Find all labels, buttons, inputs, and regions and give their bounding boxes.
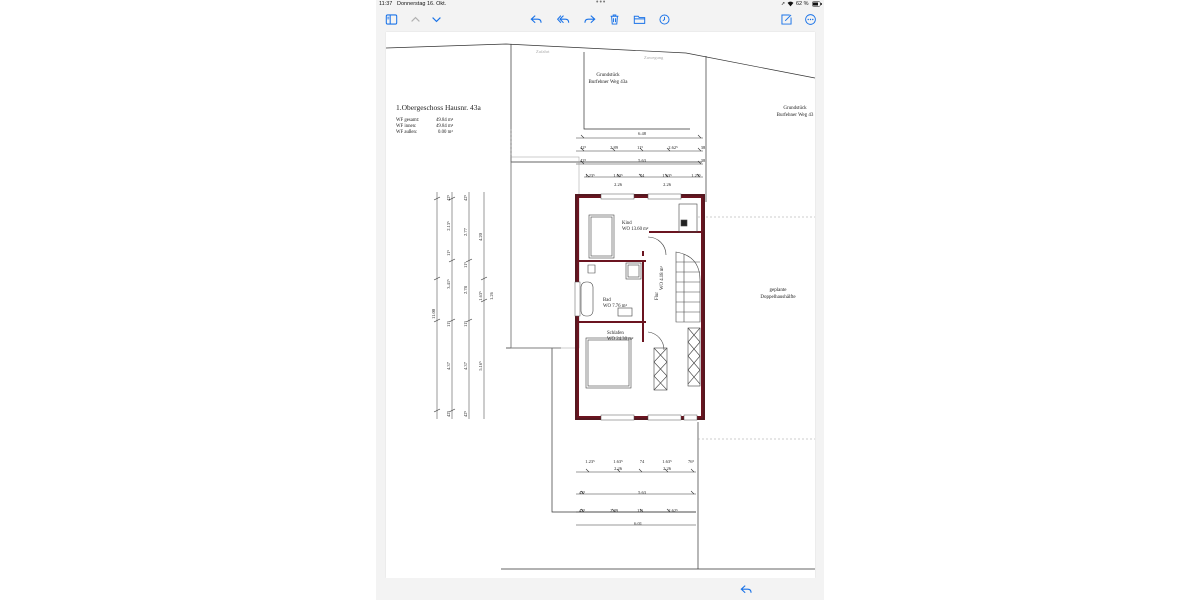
compose-icon[interactable]	[779, 12, 793, 26]
dim-left-c3-1: 42⁵	[463, 194, 468, 202]
dim-bot-r3-2: 2.89	[610, 508, 618, 513]
room-area-schlafen: WO 24.30 m²	[607, 337, 634, 342]
battery-icon	[812, 1, 822, 7]
mail-toolbar	[376, 9, 824, 30]
dim-left-c3-7: 42⁵	[463, 410, 468, 418]
room-name-schlafen: Schlafen	[607, 331, 624, 336]
dim-bot-r3-4: 2.62⁵	[668, 508, 678, 513]
more-icon[interactable]	[803, 12, 817, 26]
dim-bot-r1-3: 74	[639, 459, 645, 464]
reply-bottom-icon[interactable]	[739, 582, 753, 596]
status-bar	[376, 0, 824, 9]
reply-all-icon[interactable]	[556, 12, 570, 26]
room-area-bad: WO 7.76 m²	[603, 304, 627, 309]
planned-line-1: geplante	[769, 288, 787, 293]
dim-bot-r1-5: 76⁵	[687, 459, 695, 464]
sidebar-icon[interactable]	[384, 12, 398, 26]
clock-icon[interactable]	[657, 12, 671, 26]
multitask-dots-icon[interactable]: •••	[596, 0, 607, 6]
dim-top-r2-4: 2.62⁵	[668, 145, 678, 150]
chevron-down-icon[interactable]	[429, 12, 443, 26]
dim-top-r4-2: 1.63⁵	[613, 173, 623, 178]
wf-value-2: 49.84 m²	[436, 124, 454, 129]
dim-left-c2-3: 11⁵	[446, 250, 451, 256]
dim-top-r4-4: 1.63⁵	[662, 173, 672, 178]
status-date: Donnerstag 16. Okt.	[397, 1, 447, 7]
dim-left-c2-1: 42⁵	[446, 194, 451, 202]
room-area-flur: WO 4.18 m²	[660, 266, 665, 290]
dim-bot-r1-2: 1.63⁵	[613, 459, 623, 464]
wf-value-3: 0.00 m²	[438, 130, 453, 135]
parcel-right-line-2: Burfehner Weg 43	[776, 113, 814, 118]
dim-left-c3-3: 11⁵	[463, 262, 468, 268]
dim-bot-r3-1: 42⁵	[579, 508, 586, 513]
room-name-flur: Flur	[655, 292, 660, 300]
dim-left-c4-2: 1.63⁵	[478, 291, 483, 301]
dim-left-c2-5: 11⁵	[446, 321, 451, 327]
left-margin	[0, 0, 376, 600]
parcel-right-line-1: Grundstück	[783, 106, 807, 111]
dim-top-r3-1: 42⁵	[580, 158, 587, 163]
dim-left-c3-4: 2.78	[463, 286, 468, 294]
wf-label-2: WF innen:	[396, 124, 417, 129]
chevron-up-icon[interactable]	[408, 12, 422, 26]
folder-icon[interactable]	[632, 12, 646, 26]
dim-left-c2-4: 3.41⁵	[446, 279, 451, 289]
reply-icon[interactable]	[529, 12, 543, 26]
dim-bot-r3-3: 11⁵	[637, 508, 643, 513]
room-name-bad: Bad	[603, 298, 611, 303]
dim-left-c3-6: 4.37	[463, 362, 468, 370]
wf-label-3: WF außen:	[396, 130, 418, 135]
right-margin	[824, 0, 1200, 600]
parcel-top-line-1: Grundstück	[596, 73, 620, 78]
dim-bot-total: 6.01	[634, 521, 642, 526]
ipad-window	[376, 0, 824, 600]
floorplan-drawing	[386, 32, 815, 578]
dim-bot-r1b-1: 2.26	[614, 466, 622, 471]
bottom-bar	[376, 578, 824, 600]
location-icon: ➚	[781, 1, 786, 7]
dim-top-r4-1: 1.23⁵	[585, 173, 595, 178]
dim-bot-r1b-2: 2.26	[663, 466, 671, 471]
forward-icon[interactable]	[582, 12, 596, 26]
dim-top-r4-5: 1.23⁵	[691, 173, 701, 178]
room-name-kind: Kind	[622, 221, 632, 226]
room-area-kind: WO 13.60 m²	[622, 227, 649, 232]
dim-top-r5-1: 2.26	[614, 182, 622, 187]
dim-left-c3-2: 2.77	[463, 228, 468, 236]
faint-label-2: Zuwegung	[644, 55, 664, 60]
dim-bot-r2-2: 5.63	[638, 490, 646, 495]
dim-top-r2-3: 11⁵	[637, 145, 643, 150]
battery-percent: 62 %	[796, 1, 809, 7]
planned-line-2: Doppelhaushälfte	[760, 295, 796, 300]
dim-top-r2-1: 42⁵	[580, 145, 587, 150]
faint-label-1: Zufahrt	[536, 49, 550, 54]
parcel-top-line-2: Burfehner Weg 43a	[588, 80, 628, 85]
dim-bot-r1-1: 1.23⁵	[585, 459, 595, 464]
dim-left-c5-1: 1.26	[489, 292, 494, 300]
floorplan-document[interactable]	[386, 32, 815, 578]
dim-top-r3-2: 5.63	[638, 158, 646, 163]
dim-left-c4-3: 5.16⁵	[478, 361, 483, 371]
wifi-icon	[787, 1, 794, 7]
dim-left-total: 11.00	[431, 309, 436, 319]
dim-bot-r2-1: 42⁵	[579, 490, 586, 495]
dim-left-c2-2: 2.13⁵	[446, 221, 451, 231]
plan-title: 1.Obergeschoss Hausnr. 43a	[396, 103, 481, 112]
wf-value-1: 49.84 m²	[436, 118, 454, 123]
dim-top-r2-5: 38	[700, 145, 706, 150]
dim-top-total: 6.48	[638, 131, 646, 136]
dim-left-c2-6: 4.37	[446, 362, 451, 370]
trash-icon[interactable]	[607, 12, 621, 26]
wf-label-1: WF gesamt:	[396, 118, 420, 123]
dim-top-r3-3: 38	[700, 158, 706, 163]
dim-top-r5-2: 2.26	[663, 182, 671, 187]
dim-left-c3-5: 11⁵	[463, 321, 468, 327]
dim-top-r2-2: 2.89	[610, 145, 618, 150]
status-time: 11:37	[379, 1, 393, 7]
dim-left-c2-7: 42⁵	[446, 410, 451, 418]
dim-left-c4-1: 4.20	[478, 233, 483, 241]
dim-bot-r1-4: 1.63⁵	[662, 459, 672, 464]
dim-top-r4-3: 74	[639, 173, 645, 178]
